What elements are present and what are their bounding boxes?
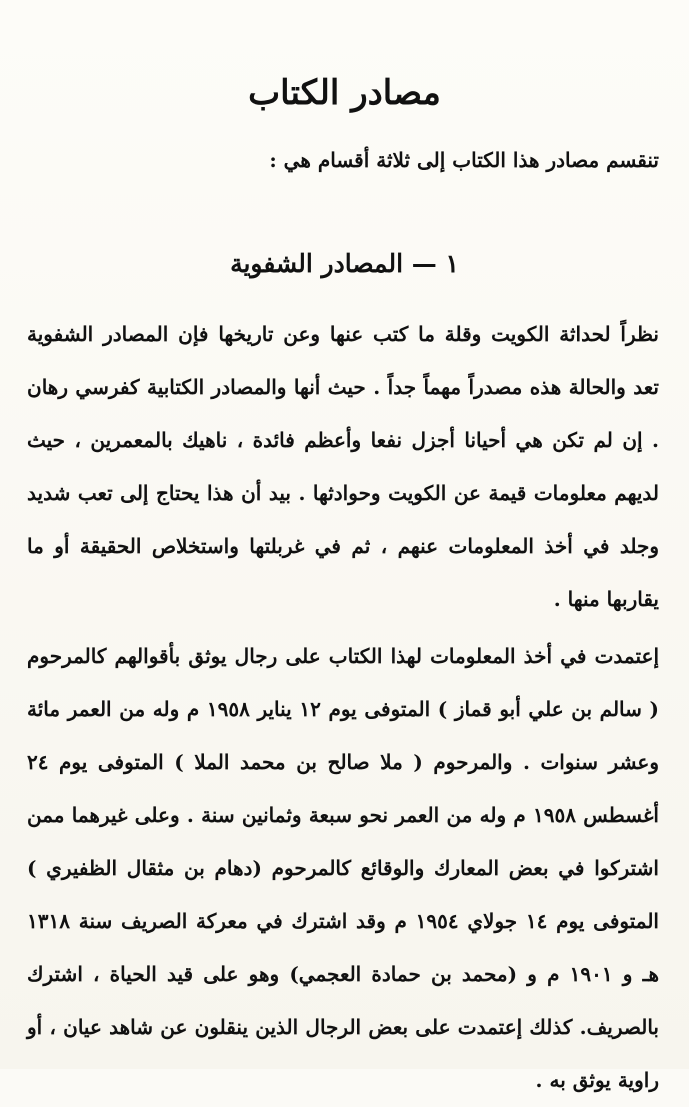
section-heading: ١ — المصادر الشفوية	[230, 248, 459, 278]
paragraph-oral-sources: نظراً لحداثة الكويت وقلة ما كتب عنها وعن تاريخها فإن المصادر الشفوية تعد والحالة هذه مصدراً مهماً جداً . حيث أنها والمصادر الكتابية كفرسي رهان . إن لم تكن هي أحيانا أجزل نفعا وأعظم فائدة ، ناهيك بالمعمرين ، حيث لديهم معلومات قيمة عن الكويت وحوادثها . بيد أن هذا يحتاج إلى تعب شديد وجلد في أخذ المعلومات عنهم ، ثم في غربلتها واستخلاص الحقيقة أو ما يقاربها منها .	[27, 322, 659, 611]
page-title: مصادر الكتاب	[248, 72, 441, 113]
paragraph-informants: إعتمدت في أخذ المعلومات لهذا الكتاب على رجال يوثق بأقوالهم كالمرحوم ( سالم بن علي أبو قماز ) المتوفى يوم ١٢ يناير ١٩٥٨ م وله من العمر مائة وعشر سنوات . والمرحوم ( ملا صالح بن محمد الملا ) المتوفى يوم ٢٤ أغسطس ١٩٥٨ م وله من العمر نحو سبعة وثمانين سنة . وعلى غيرهما ممن اشتركوا في بعض المعارك والوقائع كالمرحوم (دهام بن مثقال الظفيري ) المتوفى يوم ١٤ جولاي ١٩٥٤ م وقد اشترك في معركة الصريف سنة ١٣١٨ هـ و ١٩٠١ م و (محمد بن حمادة العجمي) وهو على قيد الحياة ، اشترك بالصريف. كذلك إعتمدت على بعض الرجال الذين ينقلون عن شاهد عيان ، أو راوية يوثق به .	[27, 644, 659, 1092]
intro-line: تنقسم مصادر هذا الكتاب إلى ثلاثة أقسام هي :	[269, 148, 659, 172]
